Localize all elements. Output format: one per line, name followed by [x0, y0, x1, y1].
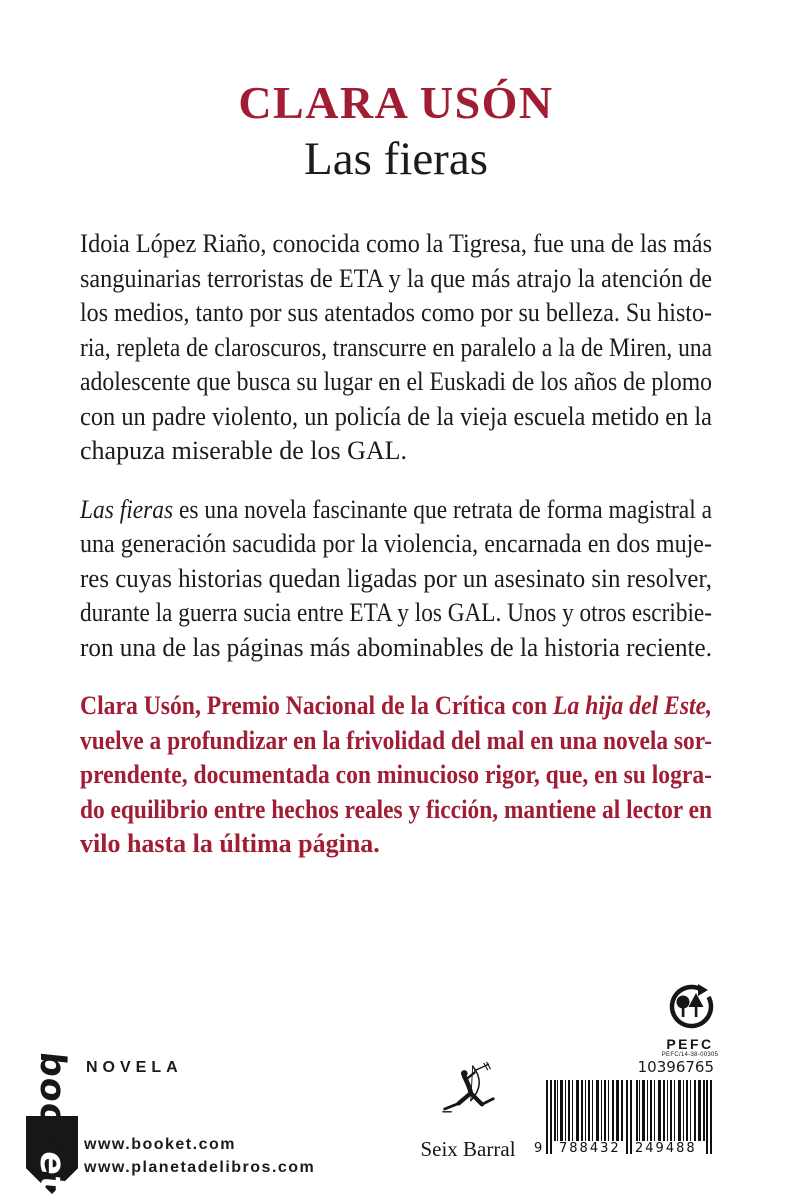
publisher-urls [84, 1133, 315, 1179]
product-code: 10396765 [637, 1058, 714, 1076]
isbn-digit-group: 9 [534, 1141, 545, 1156]
archer-icon [440, 1117, 496, 1134]
isbn-digit-group: 249488 [635, 1141, 697, 1156]
paragraph: Clara Usón, Premio Nacional de la Crítica con La hija del Este, vuelve a profundizar en la frivolidad del mal en una novela sor- prendente, documentada con minucioso rigor, que, en su logra- do equilibrio entre hechos reales y ficción, mantiene al lector en vilo hasta la última página. [80, 691, 712, 858]
paragraph: Idoia López Riaño, conocida como la Tigresa, fue una de las más sanguinarias terroristas de ETA y la que más atrajo la atención de los medios, tanto por sus atentados como por su belleza. Su histo- ria, repleta de claroscuros, transcurre en paralelo a la de Miren, una adolescente que busca su lugar en el Euskadi de los años de plomo con un padre violento, un policía de la vieja escuela metido en la chapuza miserable de los GAL. [80, 229, 712, 465]
book-title: Las fieras [304, 133, 488, 185]
barcode [532, 1080, 728, 1168]
booket-logo [32, 1050, 72, 1196]
pefc-logo [648, 984, 732, 1058]
booket-logo-tail: et [32, 1149, 72, 1196]
url-planetadelibros: www.planetadelibros.com [84, 1159, 316, 1176]
pefc-label: PEFC [666, 1036, 714, 1052]
publisher-name: Seix Barral [420, 1137, 516, 1161]
category-label: NOVELA [86, 1059, 183, 1076]
author-name: CLARA USÓN [238, 77, 554, 128]
synopsis [80, 229, 712, 888]
pefc-cert-number: PEFC/14-38-00305 [661, 1052, 719, 1058]
booket-logo-main: book [32, 1049, 72, 1154]
seix-barral-logo [404, 1060, 532, 1162]
pefc-badge-icon [658, 1017, 722, 1034]
isbn-digit-group: 788432 [559, 1141, 621, 1156]
url-booket: www.booket.com [84, 1136, 236, 1153]
paragraph: Las fieras es una novela fascinante que retrata de forma magistral a una generación sacudida por la violencia, encarnada en dos muje- res cuyas historias quedan ligadas por un asesinato sin resolver, durante la guerra sucia entre ETA y los GAL. Unos y otros escribie- ron una de las páginas más abominables de la historia reciente. [80, 494, 712, 662]
